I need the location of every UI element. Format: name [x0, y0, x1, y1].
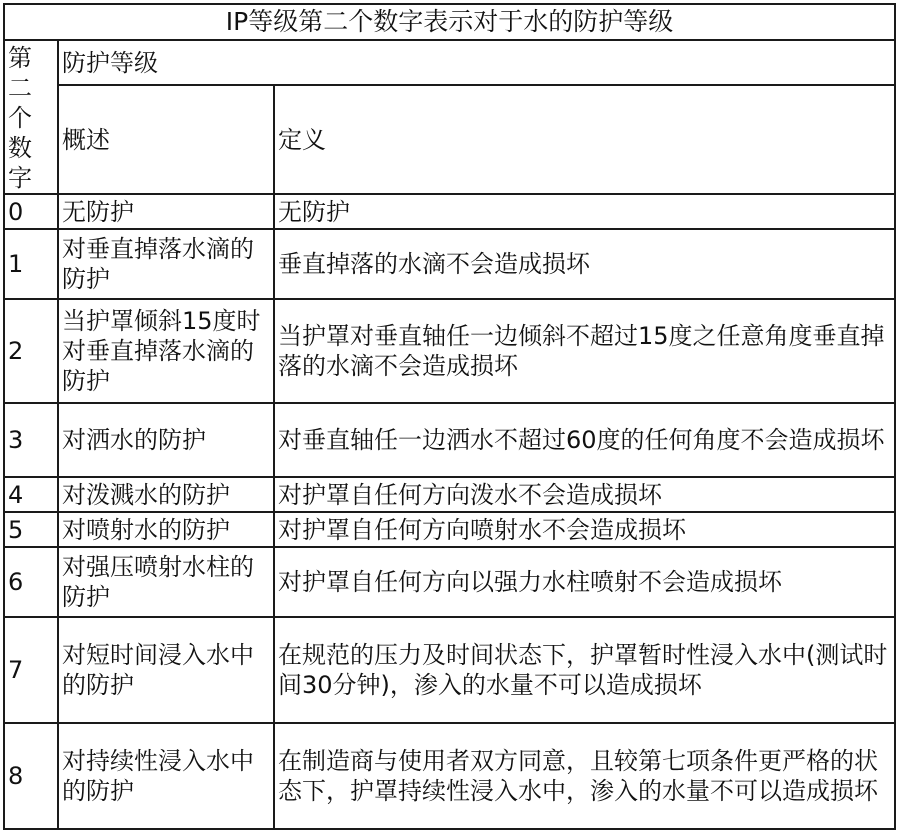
- table-row: [4, 547, 895, 617]
- row-3-summary: 对洒水的防护: [58, 403, 274, 477]
- row-1-digit: 1: [4, 229, 58, 299]
- row-1-summary: 对垂直掉落水滴的防护: [58, 229, 274, 299]
- row-4-digit: 4: [4, 477, 58, 512]
- header-summary: 概述: [58, 85, 274, 194]
- row-3-definition: 对垂直轴任一边洒水不超过60度的任何角度不会造成损坏: [274, 403, 895, 477]
- table-row: [4, 477, 895, 512]
- title-row: [4, 4, 895, 40]
- row-5-digit: 5: [4, 512, 58, 547]
- table-row: [4, 403, 895, 477]
- row-2-summary: 当护罩倾斜15度时对垂直掉落水滴的防护: [58, 299, 274, 403]
- row-7-digit: 7: [4, 617, 58, 723]
- table-row: [4, 723, 895, 829]
- table-row: [4, 512, 895, 547]
- row-7-definition: 在规范的压力及时间状态下，护罩暂时性浸入水中(测试时间30分钟)，渗入的水量不可以造成损坏: [274, 617, 895, 723]
- table-row: [4, 194, 895, 229]
- row-0-summary: 无防护: [58, 194, 274, 229]
- row-2-definition: 当护罩对垂直轴任一边倾斜不超过15度之任意角度垂直掉落的水滴不会造成损坏: [274, 299, 895, 403]
- row-5-summary: 对喷射水的防护: [58, 512, 274, 547]
- header-row-2: [4, 85, 895, 194]
- row-4-summary: 对泼溅水的防护: [58, 477, 274, 512]
- row-1-definition: 垂直掉落的水滴不会造成损坏: [274, 229, 895, 299]
- header-protection: 防护等级: [58, 40, 895, 85]
- table-title: IP等级第二个数字表示对于水的防护等级: [4, 4, 895, 40]
- header-digit: 第二个数字: [4, 40, 58, 194]
- row-5-definition: 对护罩自任何方向喷射水不会造成损坏: [274, 512, 895, 547]
- row-8-digit: 8: [4, 723, 58, 829]
- row-8-definition: 在制造商与使用者双方同意，且较第七项条件更严格的状态下，护罩持续性浸入水中，渗入的水量不可以造成损坏: [274, 723, 895, 829]
- row-8-summary: 对持续性浸入水中的防护: [58, 723, 274, 829]
- header-row-1: [4, 40, 895, 85]
- row-0-definition: 无防护: [274, 194, 895, 229]
- header-definition: 定义: [274, 85, 895, 194]
- row-6-digit: 6: [4, 547, 58, 617]
- table-row: [4, 299, 895, 403]
- row-6-summary: 对强压喷射水柱的防护: [58, 547, 274, 617]
- table-row: [4, 617, 895, 723]
- row-4-definition: 对护罩自任何方向泼水不会造成损坏: [274, 477, 895, 512]
- row-6-definition: 对护罩自任何方向以强力水柱喷射不会造成损坏: [274, 547, 895, 617]
- row-2-digit: 2: [4, 299, 58, 403]
- table-row: [4, 229, 895, 299]
- row-3-digit: 3: [4, 403, 58, 477]
- row-0-digit: 0: [4, 194, 58, 229]
- ip-water-protection-table: [3, 3, 896, 830]
- row-7-summary: 对短时间浸入水中的防护: [58, 617, 274, 723]
